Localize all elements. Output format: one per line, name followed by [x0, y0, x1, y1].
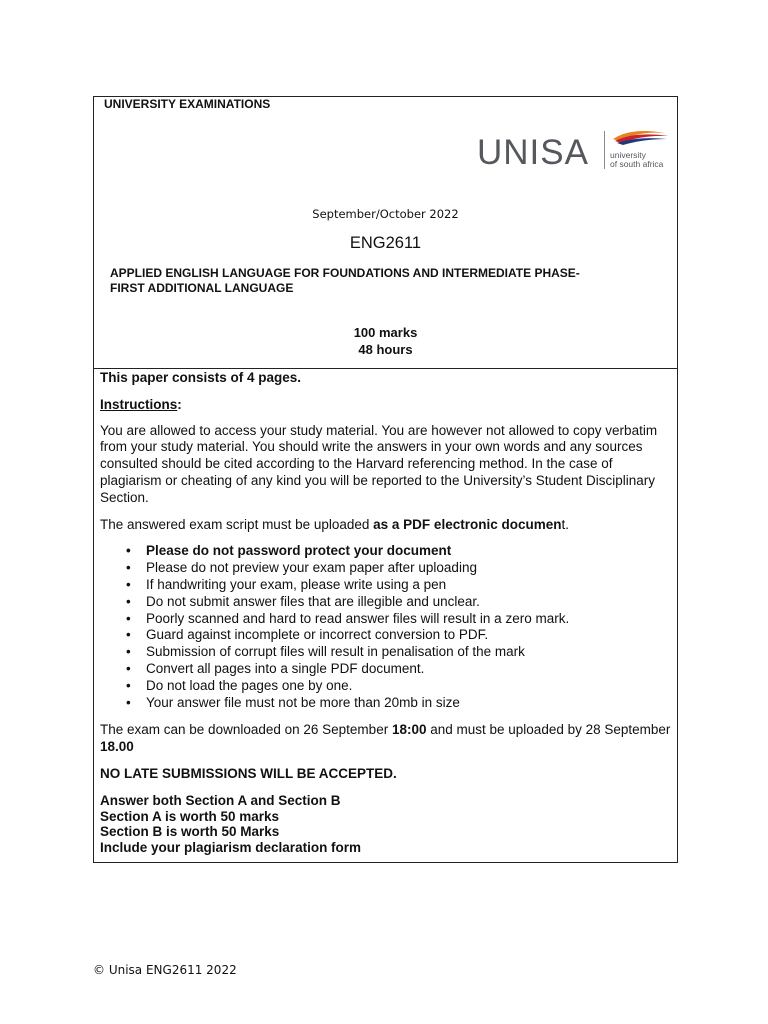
- schedule-mid: and must be uploaded by 28 September: [426, 722, 671, 738]
- unisa-logo: [477, 129, 672, 171]
- list-item: • Your answer file must not be more than 20mb in size: [126, 695, 671, 712]
- list-item: • Do not load the pages one by one.: [126, 678, 671, 695]
- sections-line: Include your plagiarism declaration form: [100, 840, 362, 856]
- logo-wordmark: UNISA: [477, 133, 589, 172]
- sections-line: Section A is worth 50 marks: [100, 808, 280, 824]
- logo-swoosh-icon: [609, 129, 671, 149]
- instructions-text: You are allowed to access your study material. You are however not allowed to copy verbatim from your study material. You should write the answers in your own words and any sources consulted should be cited according to the Harvard referencing method. In the case of plagiarism or cheating of any kind you will be reported to the University’s Student Disciplinary Section.: [100, 422, 658, 505]
- exam-type-label: UNIVERSITY EXAMINATIONS: [104, 97, 271, 111]
- list-item: • Poorly scanned and hard to read answer files will result in a zero mark.: [126, 611, 671, 628]
- total-marks: 100 marks: [353, 325, 418, 340]
- list-item: • Submission of corrupt files will result in penalisation of the mark: [126, 644, 671, 661]
- module-title: [110, 266, 650, 296]
- module-title-line2: FIRST ADDITIONAL LANGUAGE: [110, 281, 294, 295]
- late-submission-notice: NO LATE SUBMISSIONS WILL BE ACCEPTED.: [100, 765, 397, 781]
- schedule-prefix: The exam can be downloaded on 26 September: [100, 722, 392, 738]
- logo-subtitle-line2: of south africa: [610, 159, 664, 169]
- schedule-upload-time: 18.00: [100, 739, 134, 755]
- list-item: • Please do not preview your exam paper after uploading: [126, 560, 671, 577]
- exam-marks-duration: [94, 324, 677, 358]
- list-item: • Guard against incomplete or incorrect conversion to PDF.: [126, 627, 671, 644]
- cover-body: [94, 369, 677, 862]
- sections-info: [100, 793, 671, 856]
- list-item: • Do not submit answer files that are illegible and unclear.: [126, 594, 671, 611]
- instructions-heading: [100, 397, 671, 414]
- list-item: • If handwriting your exam, please write using a pen: [126, 577, 671, 594]
- submission-rules-list: [100, 543, 671, 711]
- upload-format: as a PDF electronic documen: [373, 516, 562, 532]
- upload-instruction: [100, 517, 671, 534]
- duration: 48 hours: [358, 342, 413, 357]
- sections-line: Section B is worth 50 Marks: [100, 824, 280, 840]
- instructions-heading-text: Instructions: [100, 396, 178, 412]
- instructions-heading-colon: :: [177, 396, 182, 412]
- cover-header: [94, 97, 677, 369]
- exam-cover-frame: [93, 96, 678, 863]
- module-code: ENG2611: [349, 234, 422, 252]
- logo-divider: [604, 131, 605, 169]
- list-item: • Please do not password protect your document: [126, 543, 671, 560]
- exam-schedule: [100, 722, 671, 756]
- module-title-line1: APPLIED ENGLISH LANGUAGE FOR FOUNDATIONS AND INTERMEDIATE PHASE-: [110, 266, 580, 280]
- upload-suffix: t.: [561, 516, 569, 532]
- copyright-footer: © Unisa ENG2611 2022: [93, 963, 237, 977]
- list-item: • Convert all pages into a single PDF document.: [126, 661, 671, 678]
- exam-session: September/October 2022: [312, 207, 459, 221]
- upload-prefix: The answered exam script must be uploaded: [100, 516, 374, 532]
- sections-line: Answer both Section A and Section B: [100, 792, 341, 808]
- pages-note: This paper consists of 4 pages.: [100, 370, 302, 385]
- logo-subtitle-line1: university: [610, 150, 646, 160]
- logo-subtitle: [610, 151, 663, 169]
- schedule-download-time: 18:00: [391, 722, 427, 738]
